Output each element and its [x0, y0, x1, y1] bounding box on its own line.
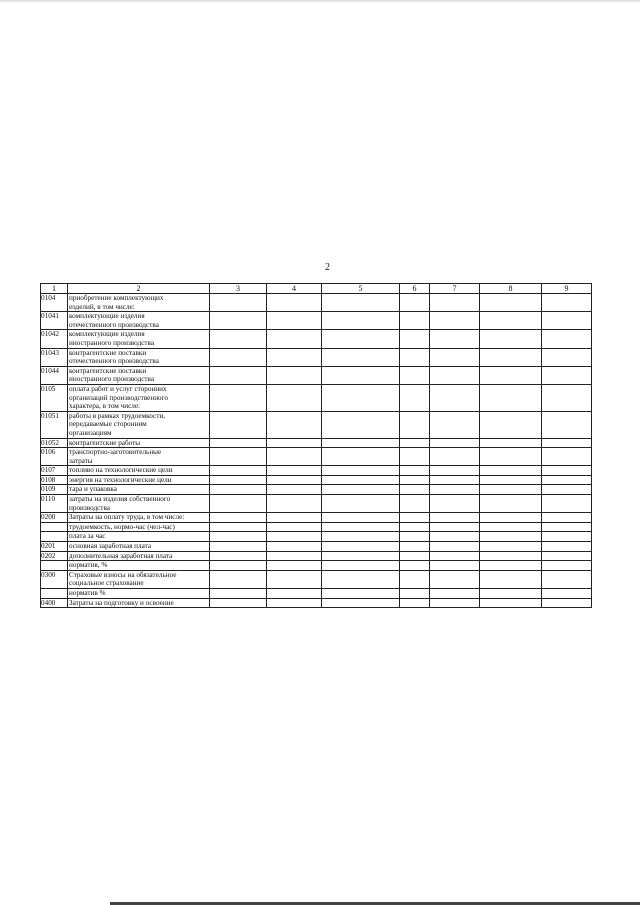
row-code: 0300	[41, 570, 68, 588]
empty-cell-col-7	[430, 466, 480, 476]
column-header-1: 1	[41, 284, 68, 294]
empty-cell-col-3	[210, 485, 267, 495]
empty-cell-col-7	[430, 513, 480, 523]
row-description: трудоемкость, нормо-час (чел-час)	[68, 522, 210, 532]
row-code: 0109	[41, 485, 68, 495]
empty-cell-col-3	[210, 522, 267, 532]
empty-cell-col-7	[430, 561, 480, 571]
empty-cell-col-7	[430, 542, 480, 552]
empty-cell-col-6	[400, 466, 430, 476]
empty-cell-col-4	[267, 438, 322, 448]
row-description: комплектующие изделия иностранного производства	[68, 330, 210, 348]
row-code: 0104	[41, 294, 68, 312]
empty-cell-col-4	[267, 384, 322, 411]
table-row	[41, 570, 592, 588]
table-body	[41, 294, 592, 608]
row-description: дополнительная заработная плата	[68, 551, 210, 561]
empty-cell-col-9	[542, 513, 592, 523]
empty-cell-col-3	[210, 570, 267, 588]
empty-cell-col-4	[267, 485, 322, 495]
row-description: плата за час	[68, 532, 210, 542]
empty-cell-col-5	[322, 348, 400, 366]
scan-edge-top	[0, 0, 640, 3]
table-row	[41, 366, 592, 384]
table-row	[41, 532, 592, 542]
empty-cell-col-9	[542, 294, 592, 312]
row-code	[41, 532, 68, 542]
row-description: приобретение комплектующих изделий, в том числе:	[68, 294, 210, 312]
empty-cell-col-5	[322, 330, 400, 348]
row-description: комплектующие изделия отечественного производства	[68, 312, 210, 330]
empty-cell-col-9	[542, 551, 592, 561]
row-description: работы в рамках трудоемкости, передаваемые сторонним организациям	[68, 411, 210, 438]
empty-cell-col-6	[400, 485, 430, 495]
empty-cell-col-5	[322, 366, 400, 384]
empty-cell-col-6	[400, 513, 430, 523]
empty-cell-col-4	[267, 448, 322, 466]
empty-cell-col-3	[210, 551, 267, 561]
column-header-7: 7	[430, 284, 480, 294]
empty-cell-col-4	[267, 542, 322, 552]
row-code	[41, 589, 68, 599]
empty-cell-col-5	[322, 448, 400, 466]
row-description: Затраты на подготовку и освоение	[68, 598, 210, 608]
empty-cell-col-6	[400, 312, 430, 330]
empty-cell-col-8	[480, 438, 542, 448]
row-description: транспортно-заготовительные затраты	[68, 448, 210, 466]
empty-cell-col-9	[542, 348, 592, 366]
empty-cell-col-7	[430, 495, 480, 513]
row-code: 01051	[41, 411, 68, 438]
row-code: 0200	[41, 513, 68, 523]
empty-cell-col-9	[542, 312, 592, 330]
empty-cell-col-8	[480, 411, 542, 438]
row-code: 01043	[41, 348, 68, 366]
table-row	[41, 522, 592, 532]
empty-cell-col-5	[322, 438, 400, 448]
empty-cell-col-7	[430, 475, 480, 485]
empty-cell-col-9	[542, 522, 592, 532]
empty-cell-col-6	[400, 384, 430, 411]
empty-cell-col-5	[322, 294, 400, 312]
empty-cell-col-4	[267, 411, 322, 438]
column-header-9: 9	[542, 284, 592, 294]
empty-cell-col-9	[542, 475, 592, 485]
empty-cell-col-7	[430, 330, 480, 348]
empty-cell-col-3	[210, 348, 267, 366]
empty-cell-col-4	[267, 551, 322, 561]
empty-cell-col-7	[430, 411, 480, 438]
empty-cell-col-3	[210, 598, 267, 608]
empty-cell-col-5	[322, 570, 400, 588]
table-row	[41, 485, 592, 495]
empty-cell-col-3	[210, 466, 267, 476]
empty-cell-col-5	[322, 485, 400, 495]
row-description: Страховые взносы на обязательное социальное страхование	[68, 570, 210, 588]
cost-table	[40, 283, 592, 608]
empty-cell-col-9	[542, 330, 592, 348]
empty-cell-col-3	[210, 542, 267, 552]
empty-cell-col-5	[322, 475, 400, 485]
page-number: 2	[325, 262, 330, 273]
table-row	[41, 475, 592, 485]
empty-cell-col-9	[542, 411, 592, 438]
empty-cell-col-4	[267, 513, 322, 523]
row-code: 0400	[41, 598, 68, 608]
row-code: 01042	[41, 330, 68, 348]
row-code: 0202	[41, 551, 68, 561]
empty-cell-col-3	[210, 495, 267, 513]
table-row	[41, 551, 592, 561]
row-description: контрагентские поставки отечественного производства	[68, 348, 210, 366]
empty-cell-col-7	[430, 348, 480, 366]
row-description: тара и упаковка	[68, 485, 210, 495]
row-description: норматив, %	[68, 561, 210, 571]
empty-cell-col-9	[542, 495, 592, 513]
empty-cell-col-6	[400, 561, 430, 571]
empty-cell-col-7	[430, 438, 480, 448]
table-row	[41, 348, 592, 366]
empty-cell-col-6	[400, 522, 430, 532]
table-row	[41, 589, 592, 599]
empty-cell-col-6	[400, 330, 430, 348]
empty-cell-col-9	[542, 598, 592, 608]
empty-cell-col-6	[400, 294, 430, 312]
empty-cell-col-6	[400, 598, 430, 608]
empty-cell-col-6	[400, 366, 430, 384]
row-code: 0105	[41, 384, 68, 411]
empty-cell-col-6	[400, 348, 430, 366]
table-row	[41, 312, 592, 330]
column-header-6: 6	[400, 284, 430, 294]
empty-cell-col-3	[210, 448, 267, 466]
empty-cell-col-4	[267, 522, 322, 532]
empty-cell-col-9	[542, 542, 592, 552]
row-code	[41, 522, 68, 532]
empty-cell-col-7	[430, 570, 480, 588]
row-description: оплата работ и услуг сторонних организаций производственного характера, в том числе:	[68, 384, 210, 411]
row-code	[41, 561, 68, 571]
empty-cell-col-8	[480, 542, 542, 552]
empty-cell-col-4	[267, 561, 322, 571]
empty-cell-col-4	[267, 348, 322, 366]
empty-cell-col-3	[210, 513, 267, 523]
empty-cell-col-3	[210, 532, 267, 542]
row-code: 01052	[41, 438, 68, 448]
empty-cell-col-8	[480, 561, 542, 571]
table-row	[41, 542, 592, 552]
empty-cell-col-3	[210, 384, 267, 411]
empty-cell-col-4	[267, 312, 322, 330]
empty-cell-col-3	[210, 589, 267, 599]
table-row	[41, 598, 592, 608]
empty-cell-col-5	[322, 561, 400, 571]
empty-cell-col-7	[430, 589, 480, 599]
row-code: 0108	[41, 475, 68, 485]
empty-cell-col-6	[400, 542, 430, 552]
empty-cell-col-7	[430, 598, 480, 608]
empty-cell-col-8	[480, 384, 542, 411]
empty-cell-col-9	[542, 532, 592, 542]
empty-cell-col-6	[400, 411, 430, 438]
table-row	[41, 384, 592, 411]
empty-cell-col-6	[400, 532, 430, 542]
empty-cell-col-6	[400, 438, 430, 448]
empty-cell-col-8	[480, 598, 542, 608]
empty-cell-col-5	[322, 384, 400, 411]
empty-cell-col-4	[267, 589, 322, 599]
empty-cell-col-7	[430, 312, 480, 330]
empty-cell-col-9	[542, 570, 592, 588]
empty-cell-col-8	[480, 366, 542, 384]
empty-cell-col-4	[267, 475, 322, 485]
row-code: 0106	[41, 448, 68, 466]
empty-cell-col-7	[430, 551, 480, 561]
empty-cell-col-4	[267, 466, 322, 476]
row-description: норматив %	[68, 589, 210, 599]
empty-cell-col-5	[322, 551, 400, 561]
empty-cell-col-9	[542, 466, 592, 476]
table-row	[41, 448, 592, 466]
empty-cell-col-8	[480, 448, 542, 466]
table-row	[41, 513, 592, 523]
empty-cell-col-7	[430, 485, 480, 495]
column-header-3: 3	[210, 284, 267, 294]
row-description: контрагентские поставки иностранного производства	[68, 366, 210, 384]
empty-cell-col-8	[480, 570, 542, 588]
empty-cell-col-8	[480, 522, 542, 532]
empty-cell-col-5	[322, 598, 400, 608]
empty-cell-col-8	[480, 348, 542, 366]
empty-cell-col-3	[210, 475, 267, 485]
row-code: 01044	[41, 366, 68, 384]
row-code: 0201	[41, 542, 68, 552]
empty-cell-col-8	[480, 589, 542, 599]
empty-cell-col-8	[480, 466, 542, 476]
empty-cell-col-5	[322, 495, 400, 513]
empty-cell-col-7	[430, 366, 480, 384]
empty-cell-col-7	[430, 384, 480, 411]
empty-cell-col-8	[480, 312, 542, 330]
empty-cell-col-4	[267, 570, 322, 588]
table-row	[41, 330, 592, 348]
row-description: топливо на технологические цели	[68, 466, 210, 476]
table-row	[41, 466, 592, 476]
empty-cell-col-4	[267, 598, 322, 608]
empty-cell-col-4	[267, 294, 322, 312]
column-header-5: 5	[322, 284, 400, 294]
table-row	[41, 495, 592, 513]
row-code: 0107	[41, 466, 68, 476]
row-description: Затраты на оплату труда, в том числе:	[68, 513, 210, 523]
empty-cell-col-3	[210, 294, 267, 312]
empty-cell-col-4	[267, 495, 322, 513]
column-header-4: 4	[267, 284, 322, 294]
empty-cell-col-8	[480, 532, 542, 542]
empty-cell-col-4	[267, 532, 322, 542]
empty-cell-col-4	[267, 366, 322, 384]
empty-cell-col-6	[400, 448, 430, 466]
row-description: затраты на изделия собственного производства	[68, 495, 210, 513]
empty-cell-col-3	[210, 330, 267, 348]
empty-cell-col-5	[322, 312, 400, 330]
column-header-8: 8	[480, 284, 542, 294]
table-row	[41, 294, 592, 312]
row-code: 01041	[41, 312, 68, 330]
empty-cell-col-6	[400, 475, 430, 485]
row-description: энергия на технологические цели	[68, 475, 210, 485]
empty-cell-col-8	[480, 495, 542, 513]
empty-cell-col-5	[322, 411, 400, 438]
empty-cell-col-9	[542, 561, 592, 571]
empty-cell-col-5	[322, 466, 400, 476]
empty-cell-col-3	[210, 411, 267, 438]
row-description: основная заработная плата	[68, 542, 210, 552]
empty-cell-col-9	[542, 384, 592, 411]
row-description: контрагентские работы	[68, 438, 210, 448]
empty-cell-col-8	[480, 294, 542, 312]
table-row	[41, 438, 592, 448]
empty-cell-col-5	[322, 513, 400, 523]
empty-cell-col-9	[542, 448, 592, 466]
empty-cell-col-3	[210, 561, 267, 571]
empty-cell-col-9	[542, 485, 592, 495]
row-code: 0110	[41, 495, 68, 513]
empty-cell-col-9	[542, 366, 592, 384]
empty-cell-col-8	[480, 551, 542, 561]
empty-cell-col-6	[400, 589, 430, 599]
empty-cell-col-3	[210, 312, 267, 330]
table-header-row	[41, 284, 592, 294]
empty-cell-col-6	[400, 551, 430, 561]
empty-cell-col-7	[430, 532, 480, 542]
empty-cell-col-6	[400, 495, 430, 513]
empty-cell-col-9	[542, 589, 592, 599]
empty-cell-col-5	[322, 589, 400, 599]
empty-cell-col-8	[480, 475, 542, 485]
empty-cell-col-3	[210, 438, 267, 448]
column-header-2: 2	[68, 284, 210, 294]
empty-cell-col-6	[400, 570, 430, 588]
table-row	[41, 411, 592, 438]
empty-cell-col-7	[430, 522, 480, 532]
empty-cell-col-7	[430, 294, 480, 312]
empty-cell-col-5	[322, 522, 400, 532]
empty-cell-col-8	[480, 485, 542, 495]
empty-cell-col-5	[322, 542, 400, 552]
empty-cell-col-4	[267, 330, 322, 348]
empty-cell-col-7	[430, 448, 480, 466]
empty-cell-col-9	[542, 438, 592, 448]
empty-cell-col-8	[480, 330, 542, 348]
table-row	[41, 561, 592, 571]
empty-cell-col-8	[480, 513, 542, 523]
empty-cell-col-3	[210, 366, 267, 384]
empty-cell-col-5	[322, 532, 400, 542]
